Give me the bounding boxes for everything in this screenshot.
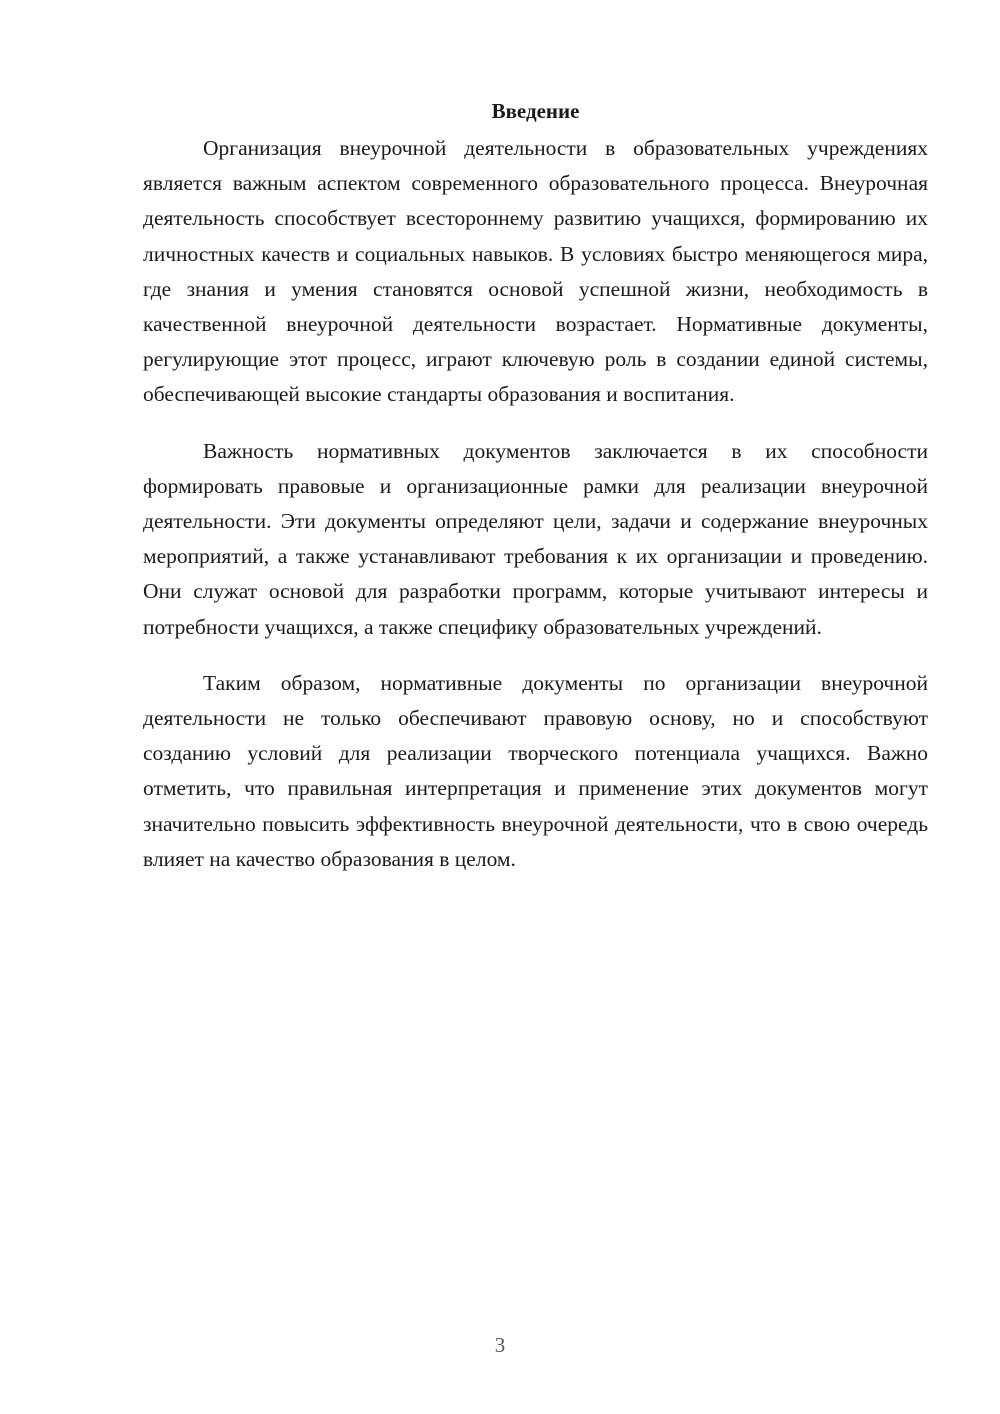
paragraph-2: Важность нормативных документов заключается в их способности формировать правовые и организационные рамки для реализации внеурочной деятельности. Эти документы определяют цели, задачи и содержание внеурочных мероприятий, а также устанавливают требования к их организации и проведению. Они служат основой для разработки программ, которые учитывают интересы и потребности учащихся, а также специфику образовательных учреждений.	[143, 438, 928, 639]
paragraph-3: Таким образом, нормативные документы по организации внеурочной деятельности не только обеспечивают правовую основу, но и способствуют созданию условий для реализации творческого потенциала учащихся. Важно отметить, что правильная интерпретация и применение этих документов могут значительно повысить эффективность внеурочной деятельности, что в свою очередь влияет на качество образования в целом.	[143, 670, 928, 871]
section-title: Введение	[491, 99, 580, 123]
page-content	[143, 95, 928, 898]
page-number: 3	[494, 1333, 506, 1357]
paragraph-1: Организация внеурочной деятельности в образовательных учреждениях является важным аспектом современного образовательного процесса. Внеурочная деятельность способствует всестороннему развитию учащихся, формированию их личностных качеств и социальных навыков. В условиях быстро меняющегося мира, где знания и умения становятся основой успешной жизни, необходимость в качественной внеурочной деятельности возрастает. Нормативные документы, регулирующие этот процесс, играют ключевую роль в создании единой системы, обеспечивающей высокие стандарты образования и воспитания.	[143, 136, 928, 407]
